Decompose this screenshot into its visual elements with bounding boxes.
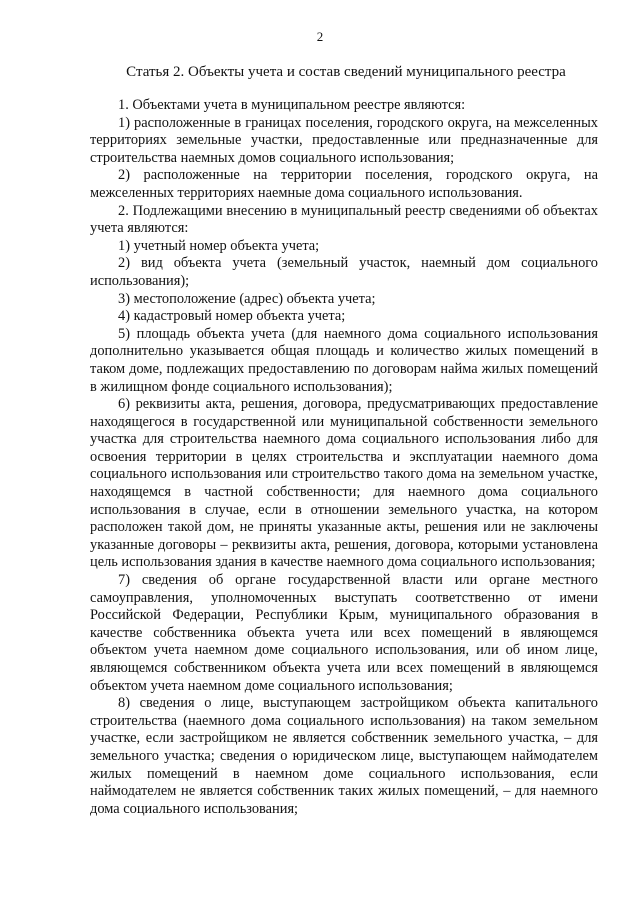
list-item: 7) сведения об органе государственной власти или органе местного самоуправления, уполномоченных выступать соответственно от имени Российской Федерации, Республики Крым, муниципального образования в качестве собственника объекта учета или всех помещений в являющемся объектом учета наемном доме социального использования, или об ином лице, являющемся собственником объекта учета или всех помещений в являющемся объектом учета наемном доме социального использования; — [90, 572, 598, 694]
article-title: Статья 2. Объекты учета и состав сведений муниципального реестра — [126, 64, 566, 80]
list-item: 1) расположенные в границах поселения, городского округа, на межселенных территориях земельные участки, предоставленные или предназначенные для строительства наемных домов социального использования; — [90, 114, 598, 166]
article-body — [90, 97, 598, 818]
list-item: 5) площадь объекта учета (для наемного дома социального использования дополнительно указывается общая площадь и количество жилых помещений в таком доме, подлежащих предоставлению по договорам найма жилых помещений в жилищном фонде социального использования); — [90, 325, 598, 395]
list-item: 2) вид объекта учета (земельный участок, наемный дом социального использования); — [90, 255, 598, 289]
paragraph: 2. Подлежащими внесению в муниципальный реестр сведениями об объектах учета являются: — [90, 202, 598, 237]
list-item: 1) учетный номер объекта учета; — [118, 237, 320, 254]
list-item: 2) расположенные на территории поселения, городского округа, на межселенных территориях наемные дома социального использования. — [90, 167, 598, 201]
page-number: 2 — [316, 29, 324, 44]
paragraph: 1. Объектами учета в муниципальном реестре являются: — [118, 97, 466, 113]
list-item: 6) реквизиты акта, решения, договора, предусматривающих предоставление находящегося в государственной или муниципальной собственности земельного участка для строительства наемного дома социального использования либо для освоения территории в целях строительства и эксплуатации наемного дома социального использования или строительство такого дома на земельном участке, находящемся в частной собственности; для наемного дома социального использования в случае, если в отношении земельного участка, на котором расположен такой дом, не приняты указанные акты, решения или не заключены указанные договоры – реквизиты акта, решения, договора, которыми установлена цель использования здания в качестве наемного дома социального использования; — [90, 396, 598, 571]
list-item: 8) сведения о лице, выступающем застройщиком объекта капитального строительства (наемного дома социального использования) на таком земельном участке, если застройщиком не является собственник земельного участка, – для земельного участка; сведения о юридическом лице, выступающем наймодателем жилых помещений в наемном доме социального использования, если наймодателем не является собственник таких жилых помещений, – для наемного дома социального использования; — [90, 695, 598, 817]
list-item: 3) местоположение (адрес) объекта учета; — [118, 290, 376, 307]
list-item: 4) кадастровый номер объекта учета; — [118, 308, 346, 325]
